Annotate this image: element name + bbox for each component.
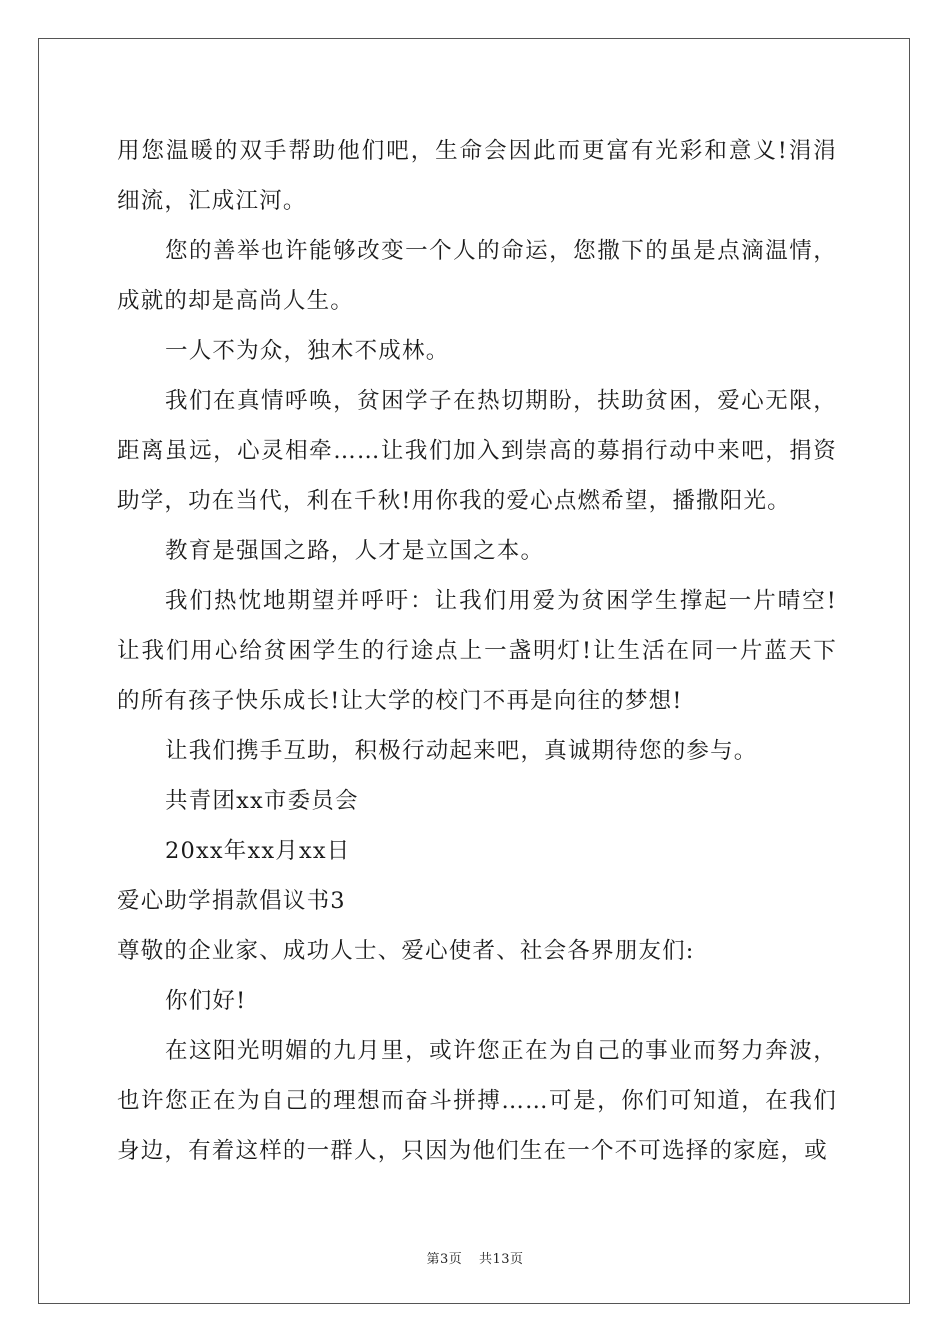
paragraph: 我们热忱地期望并呼吁：让我们用爱为贫困学生撑起一片晴空!让我们用心给贫困学生的行途点上一盏明灯!让生活在同一片蓝天下的所有孩子快乐成长!让大学的校门不再是向往的梦想! xyxy=(117,588,837,714)
signature-organization: 共青团xx市委员会 xyxy=(165,788,359,814)
page-footer xyxy=(0,1248,950,1267)
page-number: 第3页 xyxy=(426,1252,463,1267)
signature-date: 20xx年xx月xx日 xyxy=(165,838,351,864)
paragraph: 一人不为众，独木不成林。 xyxy=(165,338,450,364)
page-total: 共13页 xyxy=(478,1252,524,1267)
paragraph: 在这阳光明媚的九月里，或许您正在为自己的事业而努力奔波，也许您正在为自己的理想而奋斗拼搏……可是，你们可知道，在我们身边，有着这样的一群人，只因为他们生在一个不可选择的家庭，或 xyxy=(117,1038,837,1164)
salutation: 尊敬的企业家、成功人士、爱心使者、社会各界朋友们: xyxy=(117,938,695,964)
paragraph: 用您温暖的双手帮助他们吧，生命会因此而更富有光彩和意义!涓涓细流，汇成江河。 xyxy=(117,138,837,214)
document-body xyxy=(117,126,837,1176)
paragraph: 让我们携手互助，积极行动起来吧，真诚期待您的参与。 xyxy=(165,738,758,764)
paragraph: 教育是强国之路，人才是立国之本。 xyxy=(165,538,545,564)
greeting: 你们好! xyxy=(165,988,247,1014)
paragraph: 我们在真情呼唤，贫困学子在热切期盼，扶助贫困，爱心无限，距离虽远，心灵相牵……让我们加入到崇高的募捐行动中来吧，捐资助学，功在当代，利在千秋!用你我的爱心点燃希望，播撒阳光。 xyxy=(117,388,837,514)
paragraph: 您的善举也许能够改变一个人的命运，您撒下的虽是点滴温情，成就的却是高尚人生。 xyxy=(117,238,837,314)
section-title: 爱心助学捐款倡议书3 xyxy=(117,888,346,914)
